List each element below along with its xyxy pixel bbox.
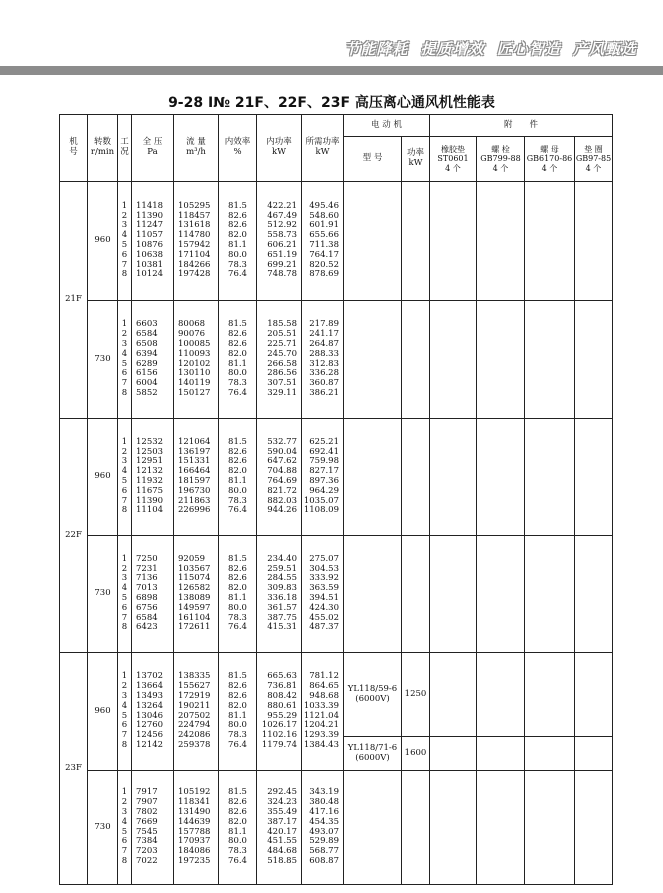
- required-power-cell: 625.21 692.41 759.98 827.17 897.36 964.29 1035.07 1108.09: [302, 419, 344, 536]
- efficiency-cell: 81.5 82.6 82.6 82.0 81.1 80.0 78.3 76.4: [219, 301, 257, 419]
- pressure-cell: 12532 12503 12951 12132 11932 11675 11390 11104: [132, 419, 174, 536]
- col-model: 机 号: [60, 115, 88, 182]
- table-row: [60, 771, 613, 885]
- speed-cell: 960: [88, 182, 118, 301]
- speed-cell: 730: [88, 771, 118, 885]
- col-internal-power: 内功率 kW: [257, 115, 302, 182]
- condition-cell: 1 2 3 4 5 6 7 8: [118, 653, 132, 771]
- motor-power-cell: 1250: [402, 653, 430, 737]
- flow-cell: 80068 90076 100085 110093 120102 130110 140119 150127: [174, 301, 219, 419]
- col-rubber-pad: 橡胶垫 ST0601 4 个: [430, 137, 477, 182]
- flow-cell: 105192 118341 131490 144639 157788 170937 184086 197235: [174, 771, 219, 885]
- col-flow: 流 量 m³/h: [174, 115, 219, 182]
- col-accessories: 附 件: [430, 115, 613, 137]
- internal-power-cell: 234.40 259.51 284.55 309.83 336.18 361.57 387.75 415.31: [257, 536, 302, 653]
- internal-power-cell: 185.58 205.51 225.71 245.70 266.58 286.56 307.51 329.11: [257, 301, 302, 419]
- required-power-cell: 343.19 380.48 417.16 454.35 493.07 529.89 568.77 608.87: [302, 771, 344, 885]
- speed-cell: 730: [88, 536, 118, 653]
- efficiency-cell: 81.5 82.6 82.6 82.0 81.1 80.0 78.3 76.4: [219, 536, 257, 653]
- col-motor-type: 型 号: [344, 137, 402, 182]
- header-band: [0, 66, 663, 75]
- motor-type-cell: YL118/71-6 (6000V): [344, 737, 402, 771]
- efficiency-cell: 81.5 82.6 82.6 82.0 81.1 80.0 78.3 76.4: [219, 653, 257, 771]
- speed-cell: 730: [88, 301, 118, 419]
- table-row: [60, 536, 613, 653]
- required-power-cell: 275.07 304.53 333.92 363.59 394.51 424.30 455.02 487.37: [302, 536, 344, 653]
- flow-cell: 121064 136197 151331 166464 181597 196730 211863 226996: [174, 419, 219, 536]
- condition-cell: 1 2 3 4 5 6 7 8: [118, 182, 132, 301]
- efficiency-cell: 81.5 82.6 82.6 82.0 81.1 80.0 78.3 76.4: [219, 771, 257, 885]
- table-row: [60, 182, 613, 301]
- motor-power-cell: 1600: [402, 737, 430, 771]
- pressure-cell: 13702 13664 13493 13264 13046 12760 12456 12142: [132, 653, 174, 771]
- condition-cell: 1 2 3 4 5 6 7 8: [118, 301, 132, 419]
- speed-cell: 960: [88, 653, 118, 771]
- col-washer: 垫 圈 GB97-85 4 个: [575, 137, 613, 182]
- flow-cell: 105295 118457 131618 114780 157942 171104 184266 197428: [174, 182, 219, 301]
- efficiency-cell: 81.5 82.6 82.6 82.0 81.1 80.0 78.3 76.4: [219, 182, 257, 301]
- efficiency-cell: 81.5 82.6 82.6 82.0 81.1 80.0 78.3 76.4: [219, 419, 257, 536]
- col-motor: 电 动 机: [344, 115, 430, 137]
- col-pressure: 全 压 Pa: [132, 115, 174, 182]
- page-title: 9-28 Ⅰ№ 21F、22F、23F 高压离心通风机性能表: [168, 95, 495, 111]
- header-slogan: 节能降耗 提质增效 匠心智造 产风甄选: [344, 40, 637, 58]
- pressure-cell: 6603 6584 6508 6394 6289 6156 6004 5852: [132, 301, 174, 419]
- internal-power-cell: 292.45 324.23 355.49 387.17 420.17 451.55 484.68 518.85: [257, 771, 302, 885]
- pressure-cell: 7250 7231 7136 7013 6898 6756 6584 6423: [132, 536, 174, 653]
- performance-table: [59, 114, 613, 885]
- table-row: [60, 419, 613, 536]
- required-power-cell: 781.12 864.65 948.68 1033.39 1121.04 1204.21 1293.39 1384.43: [302, 653, 344, 771]
- col-condition: 工 况: [118, 115, 132, 182]
- col-required-power: 所需功率 kW: [302, 115, 344, 182]
- model-cell: 21F: [60, 182, 88, 419]
- col-nut: 螺 母 GB6170-86 4 个: [525, 137, 575, 182]
- internal-power-cell: 532.77 590.04 647.62 704.88 764.69 821.72 882.03 944.26: [257, 419, 302, 536]
- col-motor-power: 功率 kW: [402, 137, 430, 182]
- condition-cell: 1 2 3 4 5 6 7 8: [118, 771, 132, 885]
- col-speed: 转数 r/min: [88, 115, 118, 182]
- internal-power-cell: 422.21 467.49 512.92 558.73 606.21 651.19 699.21 748.78: [257, 182, 302, 301]
- motor-type-cell: YL118/59-6 (6000V): [344, 653, 402, 737]
- model-cell: 23F: [60, 653, 88, 885]
- col-bolt: 螺 栓 GB799-88 4 个: [477, 137, 525, 182]
- model-cell: 22F: [60, 419, 88, 653]
- required-power-cell: 217.89 241.17 264.87 288.33 312.83 336.28 360.87 386.21: [302, 301, 344, 419]
- table-row: [60, 653, 613, 737]
- condition-cell: 1 2 3 4 5 6 7 8: [118, 419, 132, 536]
- flow-cell: 92059 103567 115074 126582 138089 149597 161104 172611: [174, 536, 219, 653]
- flow-cell: 138335 155627 172919 190211 207502 224794 242086 259378: [174, 653, 219, 771]
- condition-cell: 1 2 3 4 5 6 7 8: [118, 536, 132, 653]
- internal-power-cell: 665.63 736.81 808.42 880.61 955.29 1026.17 1102.16 1179.74: [257, 653, 302, 771]
- required-power-cell: 495.46 548.60 601.91 655.66 711.38 764.17 820.52 878.69: [302, 182, 344, 301]
- pressure-cell: 11418 11390 11247 11057 10876 10638 10381 10124: [132, 182, 174, 301]
- table-row: [60, 301, 613, 419]
- col-efficiency: 内效率 %: [219, 115, 257, 182]
- speed-cell: 960: [88, 419, 118, 536]
- pressure-cell: 7917 7907 7802 7669 7545 7384 7203 7022: [132, 771, 174, 885]
